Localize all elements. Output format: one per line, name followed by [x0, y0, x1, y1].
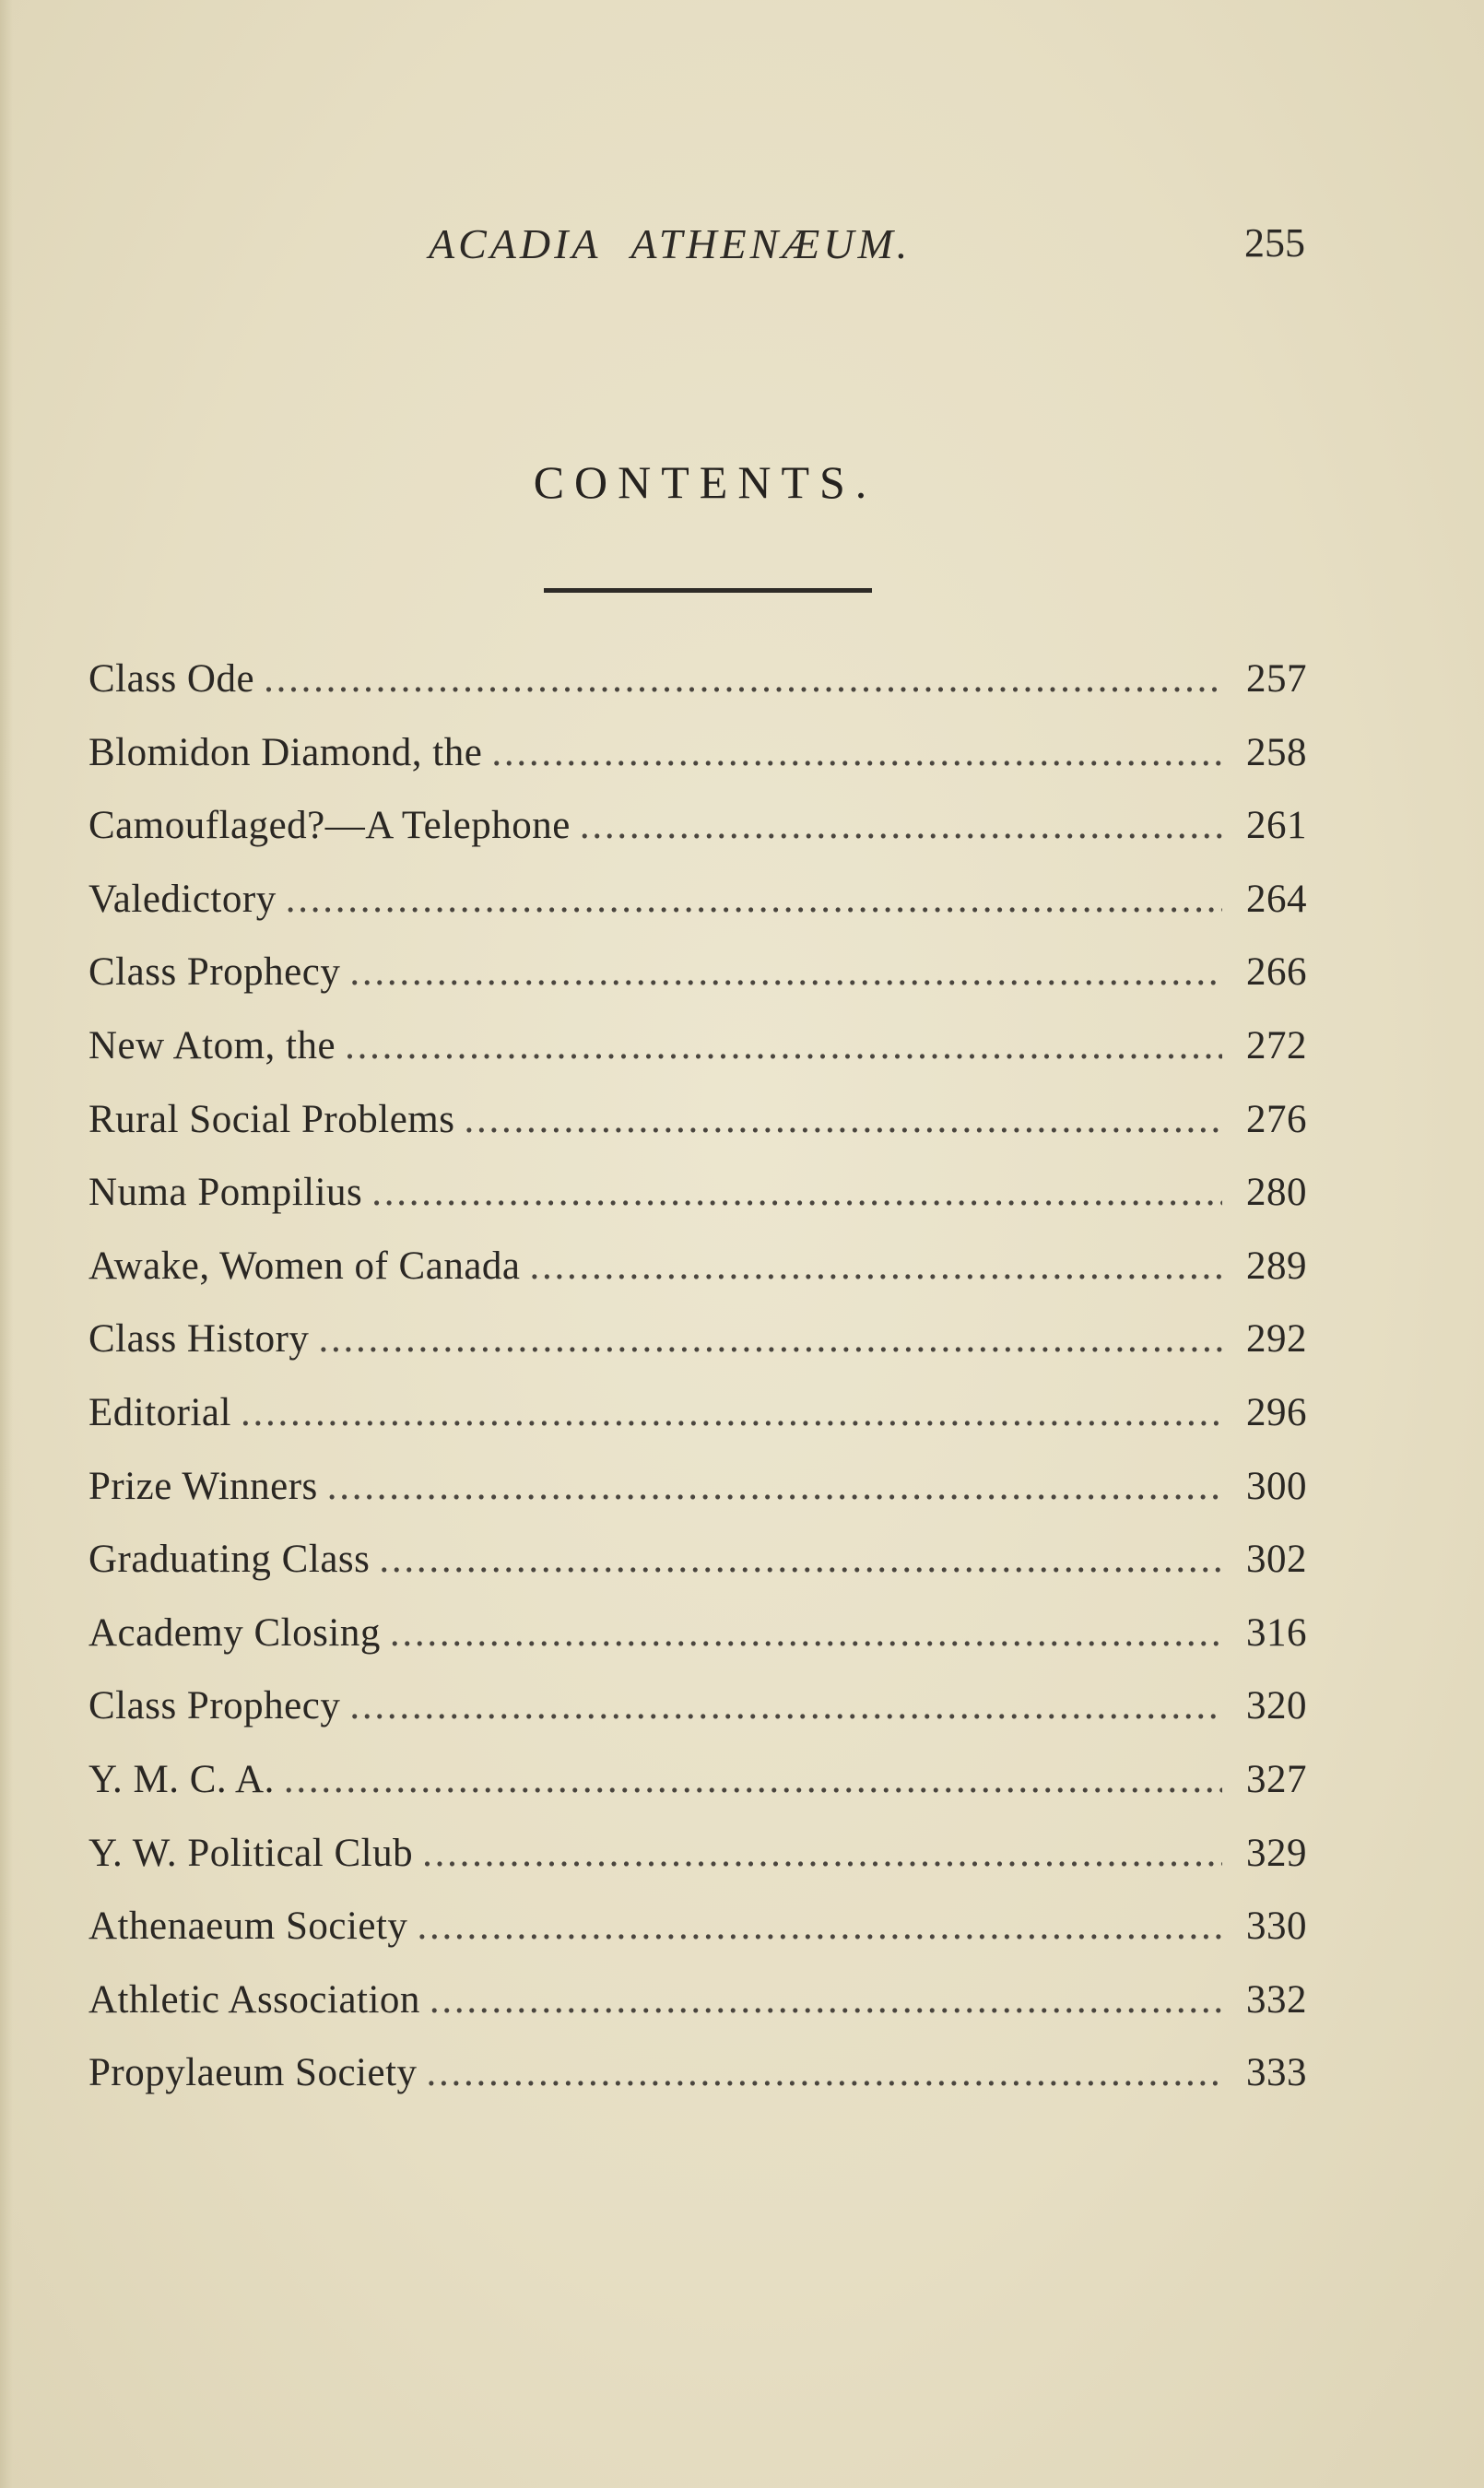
toc-entry-page: 257: [1246, 657, 1307, 701]
toc-entry-page: 264: [1246, 877, 1307, 921]
toc-entry-title: Propylaeum Society: [88, 2051, 418, 2095]
dot-leader: [379, 1537, 1222, 1582]
toc-entry-title: Class History: [88, 1317, 310, 1362]
dot-leader: [464, 1097, 1222, 1142]
toc-entry-title: Rural Social Problems: [88, 1097, 455, 1141]
toc-entry[interactable]: [88, 1170, 1307, 1244]
dot-leader: [286, 877, 1222, 922]
toc-entry[interactable]: [88, 1683, 1307, 1757]
dot-leader: [390, 1610, 1222, 1656]
toc-entry-page: 276: [1246, 1097, 1307, 1141]
table-of-contents: [88, 656, 1307, 2124]
toc-entry-title: Graduating Class: [88, 1538, 371, 1582]
toc-entry-title: Numa Pompilius: [88, 1171, 363, 1215]
dot-leader: [349, 949, 1222, 995]
toc-entry[interactable]: [88, 949, 1307, 1023]
toc-entry-page: 272: [1246, 1023, 1307, 1067]
toc-entry-page: 320: [1246, 1684, 1307, 1728]
running-head: [0, 219, 1484, 275]
toc-entry-title: Athletic Association: [88, 1977, 420, 2022]
toc-entry[interactable]: [88, 730, 1307, 804]
toc-entry[interactable]: [88, 1831, 1307, 1904]
dot-leader: [327, 1464, 1222, 1509]
toc-entry[interactable]: [88, 2050, 1307, 2124]
toc-entry[interactable]: [88, 1757, 1307, 1831]
toc-entry-title: Class Prophecy: [88, 950, 341, 995]
toc-entry-page: 333: [1246, 2051, 1307, 2095]
toc-entry[interactable]: [88, 1316, 1307, 1390]
toc-entry[interactable]: [88, 1610, 1307, 1684]
toc-entry-page: 280: [1246, 1171, 1307, 1215]
toc-entry-title: Athenaeum Society: [88, 1904, 408, 1949]
toc-entry-page: 329: [1246, 1831, 1307, 1875]
toc-entry[interactable]: [88, 1537, 1307, 1610]
toc-entry-page: 332: [1246, 1977, 1307, 2022]
dot-leader: [349, 1683, 1222, 1728]
dot-leader: [427, 2050, 1222, 2095]
toc-entry[interactable]: [88, 1244, 1307, 1317]
toc-entry-page: 330: [1246, 1904, 1307, 1949]
toc-entry-page: 316: [1246, 1610, 1307, 1655]
toc-entry-title: Class Prophecy: [88, 1684, 341, 1728]
dot-leader: [529, 1244, 1222, 1289]
toc-entry-title: Class Ode: [88, 657, 255, 701]
toc-entry-page: 300: [1246, 1464, 1307, 1508]
toc-entry-title: Y. W. Political Club: [88, 1831, 414, 1875]
toc-entry-title: Academy Closing: [88, 1610, 381, 1655]
toc-entry-page: 302: [1246, 1538, 1307, 1582]
toc-entry-title: Camouflaged?—A Telephone: [88, 804, 571, 848]
toc-entry-page: 261: [1246, 804, 1307, 848]
toc-entry-page: 292: [1246, 1317, 1307, 1362]
toc-entry-page: 289: [1246, 1244, 1307, 1288]
toc-entry[interactable]: [88, 877, 1307, 950]
toc-entry-title: Awake, Women of Canada: [88, 1244, 521, 1288]
running-title: ACADIA ATHENÆUM.: [429, 220, 912, 267]
toc-entry[interactable]: [88, 1904, 1307, 1977]
page-binding-edge: [0, 0, 13, 2488]
toc-entry-title: Prize Winners: [88, 1464, 318, 1508]
toc-entry-title: Blomidon Diamond, the: [88, 730, 483, 774]
toc-entry[interactable]: [88, 656, 1307, 730]
toc-entry[interactable]: [88, 1977, 1307, 2051]
toc-entry[interactable]: [88, 1464, 1307, 1538]
toc-entry[interactable]: [88, 1097, 1307, 1171]
page-number: 255: [1244, 220, 1305, 265]
toc-entry[interactable]: [88, 1390, 1307, 1464]
dot-leader: [284, 1757, 1222, 1802]
dot-leader: [417, 1904, 1222, 1949]
toc-entry-page: 296: [1246, 1390, 1307, 1434]
toc-entry-page: 258: [1246, 730, 1307, 774]
dot-leader: [422, 1831, 1222, 1876]
toc-entry[interactable]: [88, 1023, 1307, 1097]
toc-entry-title: New Atom, the: [88, 1023, 336, 1067]
toc-entry[interactable]: [88, 803, 1307, 877]
dot-leader: [345, 1023, 1222, 1068]
contents-heading: CONTENTS.: [533, 456, 877, 508]
toc-entry-title: Valedictory: [88, 877, 277, 921]
dot-leader: [430, 1977, 1222, 2022]
dot-leader: [318, 1316, 1222, 1362]
heading-rule: [544, 588, 872, 593]
toc-entry-page: 266: [1246, 950, 1307, 995]
dot-leader: [580, 803, 1222, 848]
dot-leader: [491, 730, 1222, 775]
dot-leader: [371, 1170, 1222, 1215]
toc-entry-page: 327: [1246, 1757, 1307, 1801]
toc-entry-title: Editorial: [88, 1390, 231, 1434]
dot-leader: [241, 1390, 1222, 1435]
toc-entry-title: Y. M. C. A.: [88, 1757, 275, 1801]
dot-leader: [264, 656, 1222, 702]
